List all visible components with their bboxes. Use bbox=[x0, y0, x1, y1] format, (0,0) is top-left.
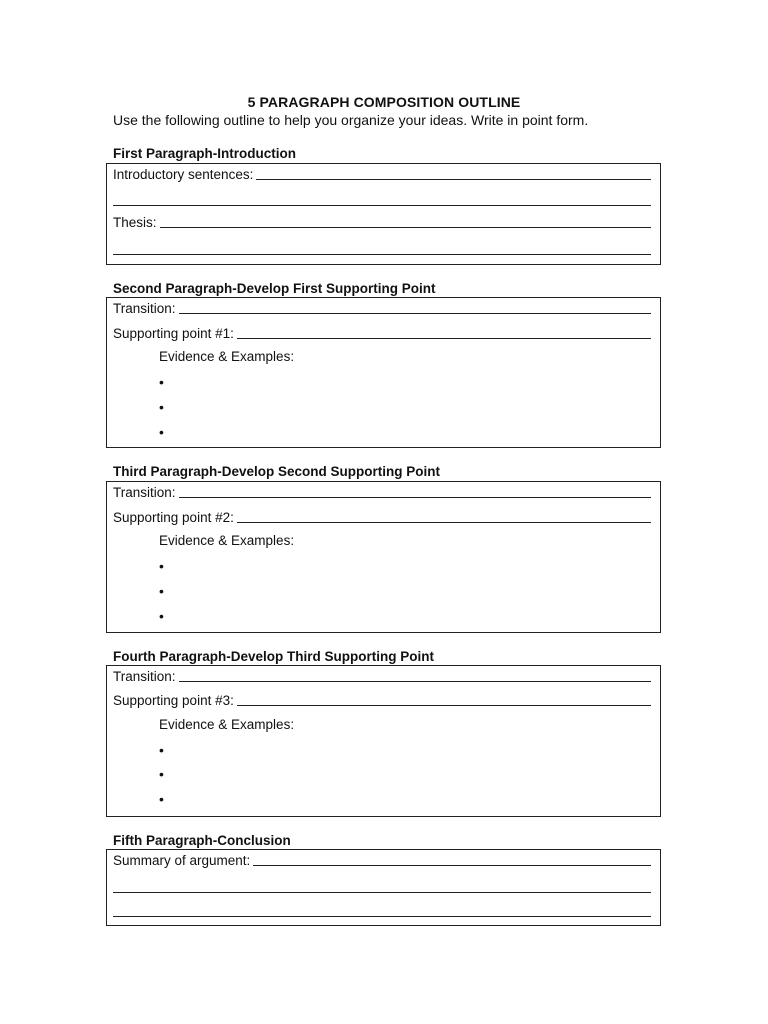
supporting-point-2-label: Supporting point #2: bbox=[113, 510, 234, 525]
supporting-point-1-label: Supporting point #1: bbox=[113, 326, 234, 341]
thesis-line[interactable] bbox=[113, 214, 651, 230]
bullet-point: • bbox=[159, 742, 164, 758]
bullet-point: • bbox=[159, 766, 164, 782]
supporting-point-1-line[interactable] bbox=[113, 325, 651, 341]
summary-of-argument-line[interactable] bbox=[113, 852, 651, 868]
evidence-examples-label: Evidence & Examples: bbox=[159, 717, 295, 732]
thesis-label: Thesis: bbox=[113, 215, 157, 230]
page-title: 5 PARAGRAPH COMPOSITION OUTLINE bbox=[247, 94, 521, 110]
third-paragraph-box bbox=[106, 481, 661, 633]
transition-line[interactable] bbox=[113, 668, 651, 684]
write-in-blank[interactable] bbox=[256, 179, 651, 180]
section-heading-fourth-paragraph: Fourth Paragraph-Develop Third Supporting Point bbox=[113, 649, 434, 664]
bullet-point: • bbox=[159, 374, 164, 390]
write-in-blank[interactable] bbox=[160, 227, 651, 228]
introductory-sentences-label: Introductory sentences: bbox=[113, 167, 254, 182]
bullet-point: • bbox=[159, 791, 164, 807]
bullet-point: • bbox=[159, 608, 164, 624]
introductory-sentences-line[interactable] bbox=[113, 166, 651, 182]
transition-label: Transition: bbox=[113, 485, 176, 500]
bullet-point: • bbox=[159, 424, 164, 440]
section-heading-conclusion: Fifth Paragraph-Conclusion bbox=[113, 833, 291, 848]
section-heading-third-paragraph: Third Paragraph-Develop Second Supporting Point bbox=[113, 464, 441, 479]
evidence-examples-label: Evidence & Examples: bbox=[159, 533, 295, 548]
blank-line[interactable] bbox=[113, 240, 651, 256]
transition-line[interactable] bbox=[113, 484, 651, 500]
write-in-blank[interactable] bbox=[113, 254, 651, 255]
summary-of-argument-label: Summary of argument: bbox=[113, 853, 251, 868]
instructions-text: Use the following outline to help you organize your ideas. Write in point form. bbox=[113, 112, 589, 128]
second-paragraph-box bbox=[106, 297, 661, 448]
blank-line[interactable] bbox=[113, 878, 651, 894]
supporting-point-3-label: Supporting point #3: bbox=[113, 693, 234, 708]
write-in-blank[interactable] bbox=[237, 522, 651, 523]
transition-label: Transition: bbox=[113, 669, 176, 684]
write-in-blank[interactable] bbox=[179, 313, 651, 314]
write-in-blank[interactable] bbox=[113, 916, 651, 917]
section-heading-second-paragraph: Second Paragraph-Develop First Supporting Point bbox=[113, 281, 436, 296]
transition-label: Transition: bbox=[113, 301, 176, 316]
bullet-point: • bbox=[159, 399, 164, 415]
fourth-paragraph-box bbox=[106, 665, 661, 817]
transition-line[interactable] bbox=[113, 300, 651, 316]
write-in-blank[interactable] bbox=[237, 338, 651, 339]
blank-line[interactable] bbox=[113, 902, 651, 918]
write-in-blank[interactable] bbox=[237, 705, 651, 706]
supporting-point-2-line[interactable] bbox=[113, 509, 651, 525]
bullet-point: • bbox=[159, 583, 164, 599]
section-heading-introduction: First Paragraph-Introduction bbox=[113, 146, 297, 161]
write-in-blank[interactable] bbox=[179, 681, 651, 682]
write-in-blank[interactable] bbox=[253, 865, 651, 866]
write-in-blank[interactable] bbox=[179, 497, 651, 498]
introduction-box bbox=[106, 163, 661, 265]
conclusion-box bbox=[106, 849, 661, 926]
write-in-blank[interactable] bbox=[113, 892, 651, 893]
write-in-blank[interactable] bbox=[113, 205, 651, 206]
blank-line[interactable] bbox=[113, 191, 651, 207]
bullet-point: • bbox=[159, 558, 164, 574]
supporting-point-3-line[interactable] bbox=[113, 692, 651, 708]
evidence-examples-label: Evidence & Examples: bbox=[159, 349, 295, 364]
